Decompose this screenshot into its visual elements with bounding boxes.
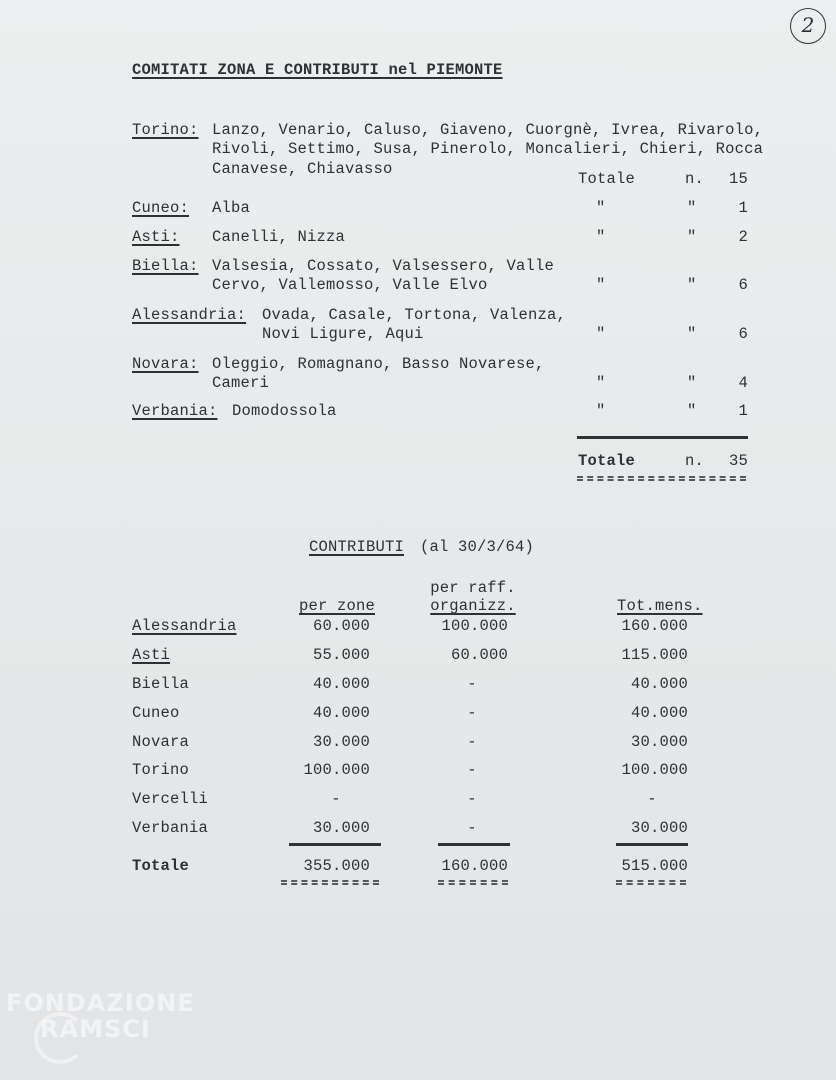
count: 15 <box>728 170 748 188</box>
contributi-date: (al 30/3/64) <box>420 538 535 556</box>
region-name: Asti <box>132 646 171 664</box>
total-count: 35 <box>728 452 748 470</box>
sum-rule <box>438 843 510 846</box>
region-name: Cuneo <box>132 704 180 722</box>
value-zone: 40.000 <box>312 675 370 693</box>
comuni-line: Novi Ligure, Aqui <box>262 325 424 343</box>
comuni-line: Ovada, Casale, Tortona, Valenza, <box>262 306 567 324</box>
count: 6 <box>738 325 748 343</box>
value-raff: - <box>467 675 477 693</box>
region-name: Verbania <box>132 819 209 837</box>
total-raff: 160.000 <box>441 857 508 875</box>
value-raff: - <box>467 704 477 722</box>
ditto-mark: " <box>596 199 606 217</box>
double-underline <box>438 880 508 885</box>
watermark-line2: RAMSCI <box>40 1015 151 1043</box>
value-zone: 60.000 <box>312 617 370 635</box>
province-label: Alessandria: <box>132 306 247 324</box>
comuni-line: Canavese, Chiavasso <box>212 160 393 178</box>
value-raff: 100.000 <box>441 617 508 635</box>
region-name: Novara <box>132 733 190 751</box>
comuni-line: Lanzo, Venario, Caluso, Giaveno, Cuorgnè, Ivrea, Rivarolo, <box>212 121 764 139</box>
total-label: Totale <box>132 857 190 875</box>
region-name: Biella <box>132 675 190 693</box>
value-tot: 30.000 <box>630 733 688 751</box>
col-header-tot: Tot.mens. <box>617 597 703 615</box>
ditto-mark: " <box>596 276 606 294</box>
comuni-line: Alba <box>212 199 251 217</box>
value-tot: 100.000 <box>621 761 688 779</box>
double-underline <box>616 880 686 885</box>
value-zone: 100.000 <box>303 761 370 779</box>
province-label: Cuneo: <box>132 199 190 217</box>
ditto-mark: " <box>596 402 606 420</box>
value-raff: - <box>467 790 477 808</box>
value-tot: 115.000 <box>621 646 688 664</box>
province-label: Asti: <box>132 228 180 246</box>
contributi-heading: CONTRIBUTI <box>309 538 405 556</box>
region-name: Vercelli <box>132 790 209 808</box>
value-zone: 30.000 <box>312 733 370 751</box>
sum-rule <box>616 843 688 846</box>
watermark-line1: FONDAZIONE <box>6 989 195 1017</box>
count: 2 <box>738 228 748 246</box>
document-title: COMITATI ZONA E CONTRIBUTI nel PIEMONTE <box>132 61 503 79</box>
ditto-mark: " <box>687 374 697 392</box>
double-underline <box>577 476 746 481</box>
watermark-g-logo <box>34 1012 86 1064</box>
comuni-line: Cameri <box>212 374 270 392</box>
col-header-zone: per zone <box>299 597 376 615</box>
value-tot: - <box>647 790 657 808</box>
totale-label: Totale <box>578 452 636 470</box>
n-label: n. <box>685 170 705 188</box>
ditto-mark: " <box>687 402 697 420</box>
ditto-mark: " <box>596 325 606 343</box>
comuni-line: Cervo, Vallemosso, Valle Elvo <box>212 276 488 294</box>
ditto-mark: " <box>687 228 697 246</box>
province-label: Verbania: <box>132 402 218 420</box>
value-raff: 60.000 <box>450 646 508 664</box>
province-label: Novara: <box>132 355 199 373</box>
count: 1 <box>738 402 748 420</box>
page-number: 2 <box>790 8 826 44</box>
fondazione-gramsci-watermark <box>6 990 195 1042</box>
ditto-mark: " <box>687 199 697 217</box>
count: 6 <box>738 276 748 294</box>
value-zone: 40.000 <box>312 704 370 722</box>
count: 1 <box>738 199 748 217</box>
count: 4 <box>738 374 748 392</box>
ditto-mark: " <box>687 325 697 343</box>
comuni-line: Rivoli, Settimo, Susa, Pinerolo, Moncalieri, Chieri, Rocca <box>212 140 764 158</box>
col-header-raff: organizz. <box>430 597 516 615</box>
ditto-mark: " <box>687 276 697 294</box>
value-tot: 30.000 <box>630 819 688 837</box>
region-name: Torino <box>132 761 190 779</box>
ditto-mark: " <box>596 374 606 392</box>
value-raff: - <box>467 761 477 779</box>
total-zone: 355.000 <box>303 857 370 875</box>
comuni-line: Valsesia, Cossato, Valsessero, Valle <box>212 257 555 275</box>
double-underline <box>281 880 379 885</box>
province-label: Torino: <box>132 121 199 139</box>
sum-rule <box>289 843 381 846</box>
value-tot: 40.000 <box>630 704 688 722</box>
comuni-line: Oleggio, Romagnano, Basso Novarese, <box>212 355 545 373</box>
value-zone: 30.000 <box>312 819 370 837</box>
value-tot: 40.000 <box>630 675 688 693</box>
value-zone: 55.000 <box>312 646 370 664</box>
comuni-line: Canelli, Nizza <box>212 228 346 246</box>
sum-rule <box>577 436 748 439</box>
province-label: Biella: <box>132 257 199 275</box>
total-tot: 515.000 <box>621 857 688 875</box>
value-tot: 160.000 <box>621 617 688 635</box>
n-label: n. <box>685 452 705 470</box>
value-zone: - <box>331 790 341 808</box>
value-raff: - <box>467 819 477 837</box>
region-name: Alessandria <box>132 617 237 635</box>
totale-label: Totale <box>578 170 636 188</box>
ditto-mark: " <box>596 228 606 246</box>
value-raff: - <box>467 733 477 751</box>
comuni-line: Domodossola <box>232 402 337 420</box>
col-header-raff: per raff. <box>430 579 516 597</box>
